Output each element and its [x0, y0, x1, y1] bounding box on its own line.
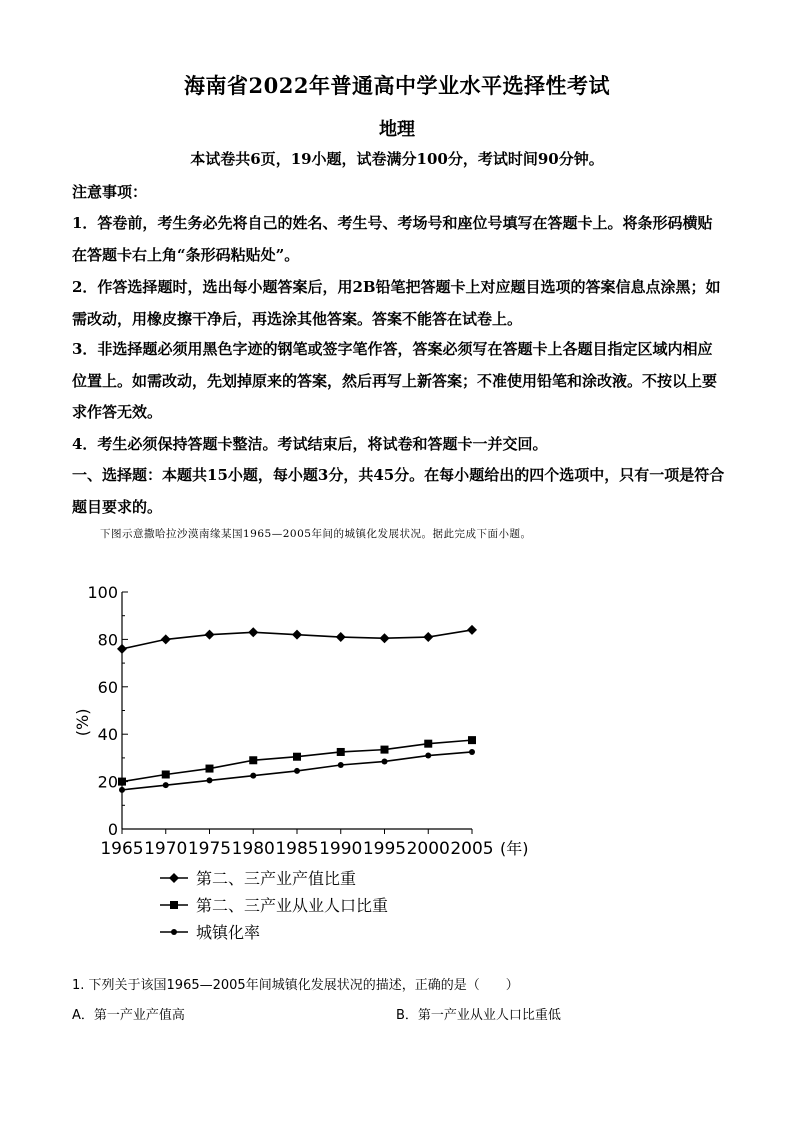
- x-axis-unit: (年): [500, 839, 529, 858]
- urbanization-line-chart: [60, 575, 560, 955]
- data-point-s1: [423, 632, 433, 642]
- exam-subject: 地理: [379, 119, 415, 140]
- x-tick-label: 2005: [450, 839, 494, 859]
- y-tick-label: 60: [97, 677, 118, 697]
- data-point-s1: [161, 634, 171, 644]
- data-point-s1: [467, 625, 477, 635]
- data-point-s2: [468, 736, 476, 744]
- data-point-s2: [293, 753, 301, 761]
- x-tick-label: 1970: [144, 839, 188, 859]
- exam-title: 海南省2022年普通高中学业水平选择性考试: [184, 73, 610, 98]
- option-b[interactable]: B．第一产业从业人口比重低: [396, 1008, 561, 1023]
- data-point-s3: [207, 777, 213, 783]
- x-tick-label: 1995: [362, 839, 407, 859]
- x-tick-label: 1990: [319, 839, 363, 859]
- data-point-s2: [206, 765, 214, 773]
- legend-marker-1: [169, 873, 179, 883]
- data-point-s1: [117, 644, 127, 654]
- data-point-s1: [205, 630, 215, 640]
- exam-info: 本试卷共6页，19小题，试卷满分100分，考试时间90分钟。: [190, 150, 604, 168]
- legend-label-2: 第二、三产业从业人口比重: [196, 896, 389, 915]
- data-point-s3: [382, 758, 388, 764]
- data-point-s3: [250, 773, 256, 779]
- data-point-s2: [118, 778, 126, 786]
- data-point-s1: [380, 633, 390, 643]
- section-heading: 一、选择题：本题共15小题，每小题3分，共45分。在每小题给出的四个选项中，只有一项是符合题目要求的。: [72, 466, 725, 516]
- data-point-s1: [248, 627, 258, 637]
- data-point-s2: [162, 770, 170, 778]
- x-tick-label: 1985: [275, 839, 319, 859]
- series-line-2: [122, 740, 472, 781]
- data-point-s3: [469, 749, 475, 755]
- data-point-s3: [163, 782, 169, 788]
- x-tick-label: 1965: [100, 839, 144, 859]
- data-point-s3: [425, 753, 431, 759]
- legend-marker-3: [171, 929, 177, 935]
- x-tick-label: 2000: [406, 839, 450, 859]
- legend-marker-2: [170, 901, 178, 909]
- data-point-s1: [336, 632, 346, 642]
- y-tick-label: 40: [97, 725, 118, 745]
- y-tick-label: 20: [97, 772, 118, 792]
- data-point-s2: [249, 756, 257, 764]
- data-point-s3: [338, 762, 344, 768]
- notice-item-1: 1．答卷前，考生务必先将自己的姓名、考生号、考场号和座位号填写在答题卡上。将条形码横贴在答题卡右上角“条形码粘贴处”。: [72, 214, 713, 264]
- legend-label-1: 第二、三产业产值比重: [196, 869, 357, 888]
- data-point-s2: [337, 748, 345, 756]
- option-a[interactable]: A．第一产业产值高: [72, 1008, 185, 1023]
- notice-item-2: 2．作答选择题时，选出每小题答案后，用2B铅笔把答题卡上对应题目选项的答案信息点涂黑；如需改动，用橡皮擦干净后，再选涂其他答案。答案不能答在试卷上。: [72, 278, 721, 328]
- y-tick-label: 80: [97, 630, 118, 650]
- y-tick-label: 100: [87, 583, 118, 602]
- notice-item-4: 4．考生必须保持答题卡整洁。考试结束后，将试卷和答题卡一并交回。: [72, 435, 548, 453]
- x-tick-label: 1975: [187, 839, 232, 859]
- y-axis-label: (%): [73, 708, 92, 737]
- question-1-text: 1. 下列关于该国1965—2005年间城镇化发展状况的描述，正确的是（ ）: [72, 978, 519, 993]
- question-stem: 下图示意撒哈拉沙漠南缘某国1965—2005年间的城镇化发展状况。据此完成下面小题。: [100, 528, 532, 540]
- x-tick-label: 1980: [231, 839, 275, 859]
- notice-item-3: 3．非选择题必须用黑色字迹的钢笔或签字笔作答，答案必须写在答题卡上各题目指定区域内相应位置上。如需改动，先划掉原来的答案，然后再写上新答案；不准使用铅笔和涂改液。不按以上要求作答无效。: [72, 340, 718, 421]
- data-point-s1: [292, 630, 302, 640]
- legend-label-3: 城镇化率: [196, 923, 261, 942]
- data-point-s2: [381, 746, 389, 754]
- data-point-s3: [119, 787, 125, 793]
- notice-heading: 注意事项：: [72, 183, 148, 201]
- y-tick-label: 0: [107, 820, 118, 839]
- data-point-s3: [294, 768, 300, 774]
- data-point-s2: [424, 740, 432, 748]
